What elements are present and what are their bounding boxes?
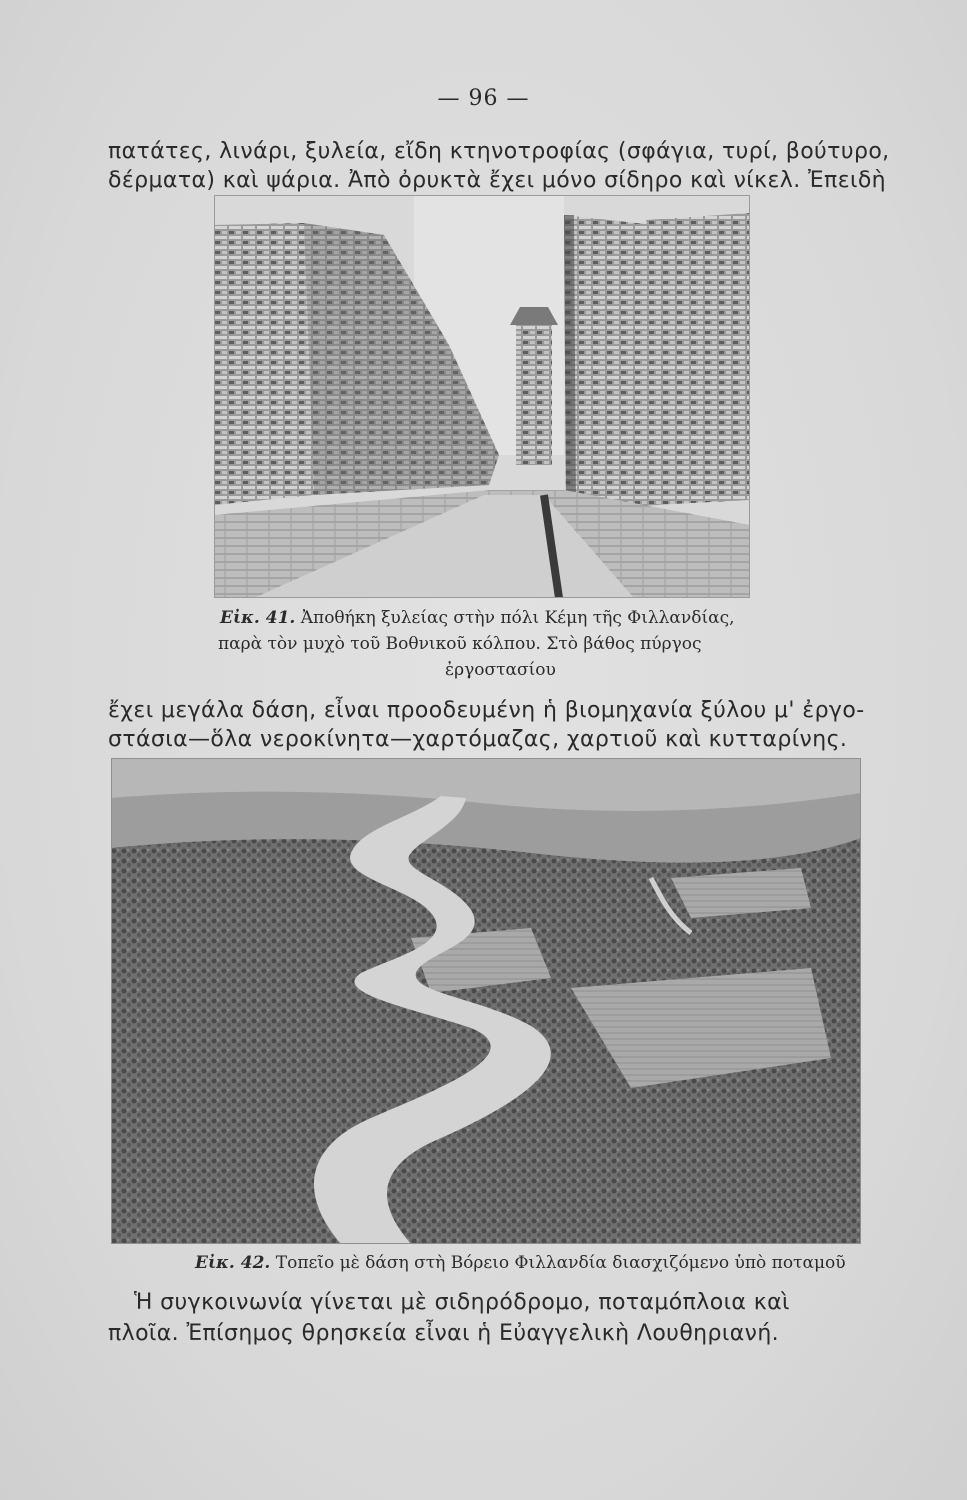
text-line: στάσια—ὅλα νεροκίνητα—χαρτόμαζας, χαρτιοῦ καὶ κυτταρίνης.	[108, 727, 848, 752]
text-line: ἔχει μεγάλα δάση, εἶναι προοδευμένη ἡ βιομηχανία ξύλου μ' ἐργο-	[108, 698, 865, 723]
figure-42-caption	[195, 1253, 846, 1273]
river-landscape-photo	[111, 758, 861, 1244]
figure-41-caption-line-1	[220, 608, 735, 628]
river-landscape-illustration	[111, 758, 861, 1244]
text-line: πλοῖα. Ἐπίσημος θρησκεία εἶναι ἡ Εὐαγγελικὴ Λουθηριανή.	[108, 1321, 780, 1346]
figure-42-label: Εἰκ. 42.	[195, 1253, 271, 1273]
figure-41-caption-line-3: ἐργοστασίου	[445, 660, 556, 680]
text-line: δέρματα) καὶ ψάρια. Ἀπὸ ὀρυκτὰ ἔχει μόνο σίδηρο καὶ νίκελ. Ἐπειδὴ	[108, 168, 887, 193]
text-line: Ἡ συγκοινωνία γίνεται μὲ σιδηρόδρομο, ποταμόπλοια καὶ	[134, 1290, 790, 1315]
text-line: πατάτες, λινάρι, ξυλεία, εἴδη κτηνοτροφίας (σφάγια, τυρί, βούτυρο,	[108, 139, 890, 164]
lumber-warehouse-photo	[214, 195, 750, 598]
figure-41-caption-text: Ἀποθήκη ξυλείας στὴν πόλι Κέμη τῆς Φιλλανδίας,	[300, 608, 735, 628]
lumber-warehouse-illustration	[214, 195, 750, 598]
figure-42-caption-text: Τοπεῖο μὲ δάση στὴ Βόρειο Φιλλανδία διασχιζόμενο ὑπὸ ποταμοῦ	[275, 1253, 846, 1273]
figure-41-caption-line-2: παρὰ τὸν μυχὸ τοῦ Βοθνικοῦ κόλπου. Στὸ βάθος πύργος	[218, 634, 702, 654]
figure-41-label: Εἰκ. 41.	[220, 608, 296, 628]
page-number: — 96 —	[437, 86, 530, 111]
